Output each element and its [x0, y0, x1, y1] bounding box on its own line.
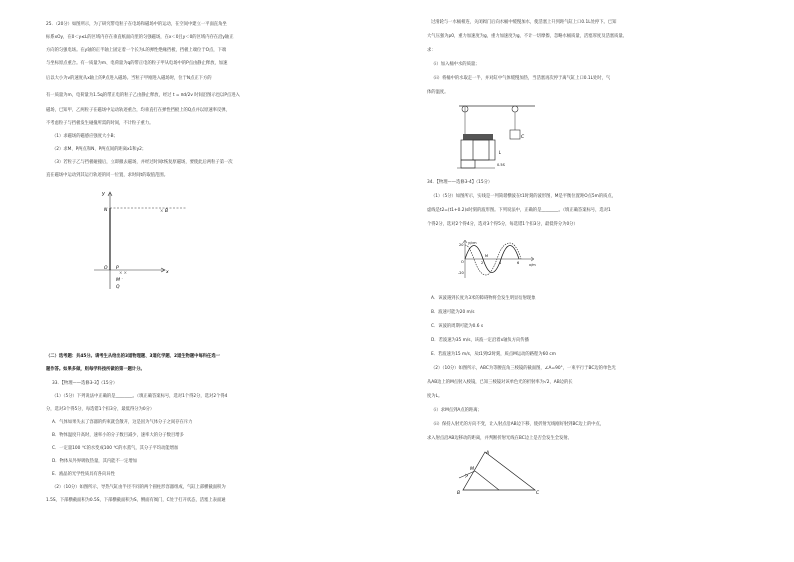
q34-line: （i）求M点到A点的距离；: [431, 408, 482, 413]
cont-line: （i）加入桶中水的质量；: [431, 62, 480, 67]
q34-line: C．该波的周期可能为0.6 s: [431, 324, 484, 329]
fig-label: N: [104, 208, 108, 213]
cont-line: （ii）将桶中的水取走一半，并对缸中气体缓慢加热，当活塞再次停于离气缸上口0.1L处时，气: [431, 76, 611, 81]
fig-label: P: [116, 266, 119, 271]
fig-label: C: [521, 135, 525, 140]
q33-line: 1.5S，下部横截面积为0.5S，下部横截面积为S，侧面有阀门，C处于打开状态，活塞上表面通: [46, 498, 226, 503]
cont-line: 求：: [427, 48, 436, 53]
q34-line: E．若波速为15 m/s，从t1到t2时刻，质点M运动的路程为60 cm: [431, 352, 556, 357]
fig-label: Q: [116, 285, 120, 290]
q33-line: （1）（5分）下列说法中正确的是________。（填正确答案标号，选对1个得2分，选对2个得4: [52, 394, 228, 399]
section-title: （二）选考题：共45分。请考生从给出的3道物理题、3道化学题、2道生物题中每科任选一: [46, 354, 220, 359]
q25-line: 25．（20分）如图所示，为了研究带电粒子在电场和磁场中的运动，在空间中建立一平面直角坐: [46, 22, 227, 27]
q34-line: （ii）保持入射光的方向不变，让入射点沿AB边下移，使折射光线刚好射到BC边上的中点，: [431, 422, 605, 427]
q25-line: 直在磁场中运动到其运行轨迹的同一位置，求时间t的取值范围。: [46, 173, 168, 178]
wave-label: y/cm: [468, 241, 477, 245]
wave-label: 20: [459, 243, 464, 247]
fig-label: y: [102, 191, 105, 197]
q25-line: （1）求磁场的磁感应强度大小B；: [52, 134, 118, 139]
q34-line: 个得2分，选对2个得4分，选对3个得5分，每选错1个扣3分，最低得分为0分）: [427, 222, 578, 227]
fig-label: B: [165, 209, 169, 214]
q25-line: 磁场，已知甲、乙两粒子在磁场中运动轨迹重合，均垂直打在弹性挡板上的Q点并以原速率反弹，: [46, 108, 230, 113]
fig-label: 0.5S: [497, 163, 505, 167]
q34-line: 从AB边上的M点射入棱镜，已知三棱镜对该单色光的折射率为√2，AB边的长: [427, 380, 573, 385]
wave-label: 6: [517, 261, 520, 265]
q25-line: 不考虑粒子与挡板发生碰撞所需的时间，不计粒子重力。: [46, 121, 154, 126]
svg-text:×: ×: [160, 208, 164, 213]
q25-line: 方向的匀强电场。在y轴的正半轴上固定着一个长为L的弹性绝缘挡板，挡板上端位于O点，下端: [46, 48, 227, 53]
prism-label: C: [536, 491, 540, 496]
q33-line: 分，选对3个得5分，每选错1个扣3分，最低得分为0分）: [46, 407, 155, 412]
wave-label: O: [461, 260, 464, 264]
svg-text:· ·: · ·: [119, 276, 123, 281]
q34-line: （1）（5分）如图所示，实线是一列简谐横波在t1时刻的波形图，M是平衡位置距O点5m的质点，: [431, 194, 617, 199]
q34-line: D．若波速为35 m/s，该波一定沿着x轴负方向传播: [431, 338, 529, 343]
cont-line: 体的温度。: [427, 90, 449, 95]
q25-line: 标系xOy，在0＜y≤L的区域内存在垂直纸面向里的匀强磁场，在x＜0且y＜0的区域内存在沿y轴正: [46, 35, 234, 40]
q25-line: 后以大小为v的速度从x轴上的P点进入磁场。当粒子甲刚进入磁场时，位于N点正下方的: [46, 76, 212, 81]
fig-label: L: [499, 150, 502, 155]
q33-line: B．物体温度升高时，速率小的分子数目减少，速率大的分子数目增多: [52, 433, 184, 438]
q34-line: 求入射点沿AB边移动的距离，并判断折射光线在BC边上是否会发生全发射。: [427, 436, 572, 441]
q34-line: 34．【物理——选修3-4】（15分）: [427, 180, 493, 185]
q33-line: D．物体从外界吸收热量，其内能不一定增加: [52, 459, 137, 464]
fig-label: x: [166, 270, 169, 275]
q34-line: B．波速可能为20 m/s: [431, 310, 475, 315]
q34-line: A．该波遇到长度为3米的障碍物将会发生明显衍射现象: [431, 296, 536, 301]
fig-label: M: [116, 278, 120, 283]
wave-label: x/m: [529, 263, 536, 267]
q34-line: （2）（10分）如图所示，ABC为等腰直角三棱镜的截面图，∠A=90°，一束平行于BC边的单色光: [431, 366, 616, 371]
svg-text:× ×: × ×: [119, 270, 127, 275]
right-column: [397, 0, 794, 562]
fig-label: O: [104, 266, 108, 271]
wave-label: 2: [481, 261, 484, 265]
q25-field-diagram: [92, 185, 202, 293]
q25-line: 与坐标原点重合。有一质量为m、电荷量为q的带正电的粒子甲从电场中的P点由静止释放，加速: [46, 61, 228, 66]
cont-line: 过滑轮与一水桶相连，关闭阀门后向水桶中缓慢加水，使活塞上升到距气缸上口0.1L处停下。已知: [431, 20, 617, 25]
prism-label: B: [457, 491, 461, 496]
wave-graph: [459, 238, 539, 280]
q25-line: （2）求M、P两点和N、P两点间的距离x1和y2；: [52, 147, 147, 152]
wave-label: -20: [458, 271, 464, 275]
prism-label: M: [470, 467, 474, 472]
q34-line: 度为L。: [427, 394, 443, 399]
cylinder-diagram: [455, 102, 545, 176]
prism-label: A: [486, 451, 490, 456]
q25-line: （3）若粒子乙与挡板碰撞后，立即撤去磁场，并经过时间t恢复原磁场，要使此后两粒子第一次: [52, 160, 233, 165]
section-title: 题作答。如果多做，则每学科按所做的第一题计分。: [46, 367, 145, 372]
q33-line: E．液晶的光学性质具有各向异性: [52, 472, 115, 477]
cont-line: 大气压强为p0，重力加速度为g，重力加速度为g，不计一切摩擦，忽略水桶质量，活塞厚度及活塞质量。: [427, 34, 627, 39]
q25-line: 有一质量为m，电荷量为1.5q的带正电的粒子乙由静止释放，经过 t = πd/2v 时间沿图示也以P点进入: [46, 93, 240, 98]
wave-label: 4: [499, 261, 502, 265]
q33-line: （2）（10分）如图所示，导热气缸由半径不同的两个圆柱形容器组成，气缸上部横截面积为: [52, 485, 226, 490]
q33-line: 33．【物理——选修3-3】（15分）: [52, 381, 118, 386]
q33-line: C．一定量100 ℃的水变成100 ℃的水蒸气，其分子平均动能增加: [52, 446, 179, 451]
q33-line: A．气体如果失去了容器的约束就会散开，这是因为气体分子之间存在斥力: [52, 420, 193, 425]
q34-line: 虚线是t2=(t1+0.2)s时刻的波形图。下列说法中，正确的是________。（填正确答案标号，选对1: [427, 208, 611, 213]
wave-label: M: [485, 254, 489, 258]
prism-diagram: [455, 448, 555, 498]
